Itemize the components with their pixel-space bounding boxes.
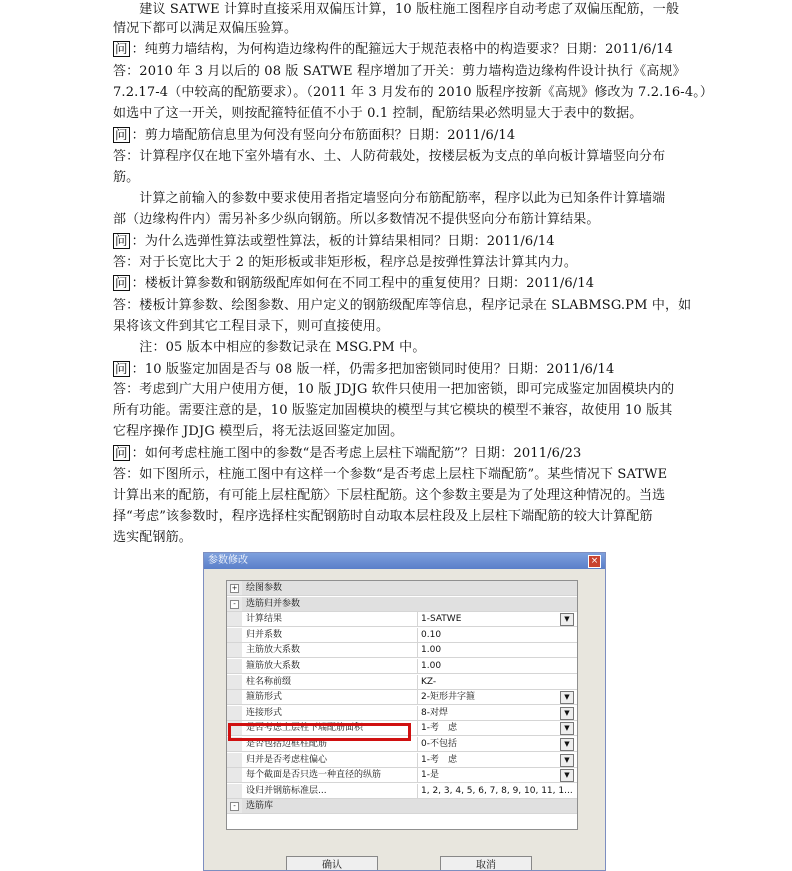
question-line xyxy=(113,40,673,60)
property-value: 8-对焊 xyxy=(421,707,448,718)
line-text: 答：计算程序仅在地下室外墙有水、土、人防荷载处，按楼层板为支点的单向板计算墙竖向分布 xyxy=(113,149,666,164)
property-value-cell[interactable] xyxy=(417,721,578,735)
question-line xyxy=(113,126,515,146)
property-value: 1.00 xyxy=(421,645,442,656)
row-gutter xyxy=(227,628,242,642)
paragraph-line xyxy=(113,189,665,209)
row-gutter xyxy=(227,581,242,595)
line-text: 情况下都可以满足双偏压验算。 xyxy=(113,21,298,36)
grid-category-row[interactable] xyxy=(227,799,577,814)
paragraph-line xyxy=(113,528,192,548)
line-text: 选实配钢筋。 xyxy=(113,530,192,545)
question-line xyxy=(113,274,594,294)
dropdown-arrow-icon[interactable]: ▼ xyxy=(560,722,574,735)
property-value: 1.00 xyxy=(421,661,442,671)
paragraph-line xyxy=(113,253,577,273)
paragraph-line xyxy=(113,62,686,82)
property-value: 1-考 虑 xyxy=(421,723,457,734)
property-name: 是否考虑上层柱下端配筋面积 xyxy=(246,723,364,734)
grid-property-row[interactable] xyxy=(227,784,577,799)
line-text: 注：05 版本中相应的参数记录在 MSG.PM 中。 xyxy=(113,340,426,355)
grid-property-row[interactable] xyxy=(227,753,577,768)
dropdown-arrow-icon[interactable]: ▼ xyxy=(560,769,574,782)
property-name: 设归并钢筋标准层... xyxy=(246,785,327,796)
question-marker-suffix: ： xyxy=(131,362,145,377)
property-value: 0.10 xyxy=(421,629,442,640)
question-marker-suffix: ： xyxy=(131,234,145,249)
row-gutter xyxy=(227,643,242,657)
question-marker: 问 xyxy=(115,445,128,460)
grid-property-row[interactable] xyxy=(227,643,577,658)
line-text: 10 版鉴定加固是否与 08 版一样，仍需多把加密锁同时使用？日期：2011/6/14 xyxy=(144,362,615,377)
row-gutter xyxy=(227,597,242,611)
property-value-cell[interactable] xyxy=(417,628,578,642)
question-marker-suffix: ： xyxy=(131,276,145,291)
line-text: 7.2.17-4（中较高的配筋要求）。（2011 年 3 月发布的 2010 版程序按新《高规》修改为 7.2.16-4。） xyxy=(113,85,714,100)
property-grid xyxy=(226,580,578,830)
cancel-button[interactable]: 取消 xyxy=(440,856,532,871)
property-name: 选筋库 xyxy=(246,801,274,812)
paragraph-line xyxy=(113,486,665,506)
property-name: 连接形式 xyxy=(246,707,283,718)
grid-property-row[interactable] xyxy=(227,612,577,627)
question-marker-suffix: ： xyxy=(131,446,145,461)
property-value-cell[interactable] xyxy=(417,737,578,751)
grid-property-row[interactable] xyxy=(227,675,577,690)
paragraph-line xyxy=(113,380,674,400)
property-name: 箍筋放大系数 xyxy=(246,661,301,671)
dropdown-arrow-icon[interactable]: ▼ xyxy=(560,707,574,720)
row-gutter xyxy=(227,675,242,689)
question-line xyxy=(113,444,581,464)
question-line xyxy=(113,232,555,252)
question-marker: 问 xyxy=(115,361,128,376)
grid-property-row[interactable] xyxy=(227,690,577,705)
property-value: KZ- xyxy=(421,676,437,687)
parameter-dialog xyxy=(203,552,606,871)
dialog-title: 参数修改 xyxy=(208,555,248,566)
property-value-cell[interactable] xyxy=(417,643,578,657)
line-text: 计算之前输入的参数中要求使用者指定墙竖向分布筋配筋率，程序以此为已知条件计算墙端 xyxy=(113,191,666,206)
property-value: 0-不包括 xyxy=(421,739,457,749)
property-name: 每个截面是否只选一种直径的纵筋 xyxy=(246,770,382,781)
row-gutter xyxy=(227,612,242,626)
row-gutter xyxy=(227,799,242,813)
line-text: 答：考虑到广大用户使用方便，10 版 JDJG 软件只使用一把加密锁，即可完成鉴定加固模块内的 xyxy=(113,382,675,397)
property-value-cell[interactable] xyxy=(417,690,578,704)
property-value-cell[interactable] xyxy=(417,768,578,782)
line-text: 如何考虑柱施工图中的参数“是否考虑上层柱下端配筋”？日期：2011/6/23 xyxy=(144,446,582,461)
property-value-cell[interactable] xyxy=(417,612,578,626)
line-text: 剪力墙配筋信息里为何没有竖向分布筋面积？日期：2011/6/14 xyxy=(144,128,516,143)
paragraph-line xyxy=(113,0,679,20)
ok-button[interactable]: 确认 xyxy=(286,856,378,871)
paragraph-line xyxy=(113,296,691,316)
grid-property-row[interactable] xyxy=(227,768,577,783)
line-text: 果将该文件到其它工程目录下，则可直接使用。 xyxy=(113,319,390,334)
dropdown-arrow-icon[interactable]: ▼ xyxy=(560,738,574,751)
line-text: 部（边缘构件内）需另补多少纵向钢筋。所以多数情况不提供竖向分布筋计算结果。 xyxy=(113,212,600,227)
paragraph-line xyxy=(113,422,403,442)
dropdown-arrow-icon[interactable]: ▼ xyxy=(560,691,574,704)
property-value: 1-SATWE xyxy=(421,614,462,625)
paragraph-line xyxy=(113,83,713,103)
question-marker: 问 xyxy=(115,127,128,142)
row-gutter xyxy=(227,753,242,767)
property-name: 绘图参数 xyxy=(246,583,283,593)
grid-category-row[interactable] xyxy=(227,597,577,612)
row-gutter xyxy=(227,706,242,720)
paragraph-line xyxy=(113,147,665,167)
property-name: 箍筋形式 xyxy=(246,692,283,703)
line-text: 纯剪力墙结构，为何构造边缘构件的配箍远大于规范表格中的构造要求？日期：2011/6/14 xyxy=(144,42,674,57)
question-marker-suffix: ： xyxy=(131,42,145,57)
paragraph-line xyxy=(113,19,297,39)
property-value-cell[interactable] xyxy=(417,675,578,689)
question-marker: 问 xyxy=(115,275,128,290)
question-marker: 问 xyxy=(115,41,128,56)
collapse-icon[interactable]: - xyxy=(230,600,239,609)
line-text: 楼板计算参数和钢筋级配库如何在不同工程中的重复使用？日期：2011/6/14 xyxy=(144,276,595,291)
paragraph-line xyxy=(113,317,389,337)
question-line xyxy=(113,360,614,380)
property-value-cell[interactable] xyxy=(417,659,578,673)
property-value: 1, 2, 3, 4, 5, 6, 7, 8, 9, 10, 11, 1... xyxy=(421,785,573,796)
paragraph-line xyxy=(113,338,425,358)
expand-icon[interactable]: + xyxy=(231,584,238,592)
dropdown-arrow-icon[interactable]: ▼ xyxy=(560,613,574,626)
property-value: 1-考 虑 xyxy=(421,754,457,765)
line-text: 建议 SATWE 计算时直接采用双偏压计算，10 版柱施工图程序自动考虑了双偏压配筋，一般 xyxy=(113,2,680,17)
line-text: 答：如下图所示，柱施工图中有这样一个参数“是否考虑上层柱下端配筋”。某些情况下 SATWE xyxy=(113,467,668,482)
line-text: 如选中了这一开关，则按配箍特征值不小于 0.1 控制，配筋结果必然明显大于表中的数据。 xyxy=(113,106,643,121)
highlight-box xyxy=(228,723,411,741)
close-icon[interactable]: × xyxy=(588,555,601,568)
property-value: 1-是 xyxy=(421,770,439,781)
line-text: 它程序操作 JDJG 模型后，将无法返回鉴定加固。 xyxy=(113,424,404,439)
property-name: 选筋归并参数 xyxy=(246,598,301,609)
line-text: 筋。 xyxy=(113,170,140,185)
property-name: 归并系数 xyxy=(246,629,283,640)
dropdown-arrow-icon[interactable]: ▼ xyxy=(560,754,574,767)
property-name: 计算结果 xyxy=(246,614,283,625)
row-gutter xyxy=(227,690,242,704)
line-text: 为什么选弹性算法或塑性算法，板的计算结果相同？日期：2011/6/14 xyxy=(144,234,555,249)
line-text: 答：楼板计算参数、绘图参数、用户定义的钢筋级配库等信息，程序记录在 SLABMSG.PM 中，如 xyxy=(113,298,692,313)
paragraph-line xyxy=(113,465,667,485)
row-gutter xyxy=(227,659,242,673)
paragraph-line xyxy=(113,104,642,124)
grid-property-row[interactable] xyxy=(227,659,577,674)
line-text: 择“考虑”该参数时，程序选择柱实配钢筋时自动取本层柱段及上层柱下端配筋的较大计算配筋 xyxy=(113,509,653,524)
question-marker-suffix: ： xyxy=(131,128,145,143)
line-text: 答：对于长宽比大于 2 的矩形板或非矩形板，程序总是按弹性算法计算其内力。 xyxy=(113,255,578,270)
line-text: 所有功能。需要注意的是，10 版鉴定加固模块的模型与其它模块的模型不兼容，故使用 10 版其 xyxy=(113,403,673,418)
property-name: 是否包括边框柱配筋 xyxy=(246,739,328,749)
question-marker: 问 xyxy=(115,233,128,248)
property-name: 归并是否考虑柱偏心 xyxy=(246,754,328,765)
paragraph-line xyxy=(113,210,600,230)
property-value-cell[interactable] xyxy=(417,784,578,798)
property-value-cell[interactable] xyxy=(417,706,578,720)
property-value-cell[interactable] xyxy=(417,753,578,767)
line-text: 计算出来的配筋，有可能上层柱配筋〉下层柱配筋。这个参数主要是为了处理这种情况的。当选 xyxy=(113,488,666,503)
property-name: 柱名称前缀 xyxy=(246,676,292,687)
grid-property-row[interactable] xyxy=(227,628,577,643)
property-name: 主筋放大系数 xyxy=(246,645,301,656)
paragraph-line xyxy=(113,401,672,421)
paragraph-line xyxy=(113,168,139,188)
grid-category-row[interactable] xyxy=(227,581,577,596)
collapse-icon[interactable]: - xyxy=(230,802,239,811)
paragraph-line xyxy=(113,507,653,527)
property-value: 2-矩形井字箍 xyxy=(421,692,475,703)
grid-property-row[interactable] xyxy=(227,706,577,721)
row-gutter xyxy=(227,768,242,782)
row-gutter xyxy=(227,784,242,798)
dialog-title-bar xyxy=(204,553,605,569)
line-text: 答：2010 年 3 月以后的 08 版 SATWE 程序增加了开关：剪力墙构造边缘构件设计执行《高规》 xyxy=(113,64,686,79)
